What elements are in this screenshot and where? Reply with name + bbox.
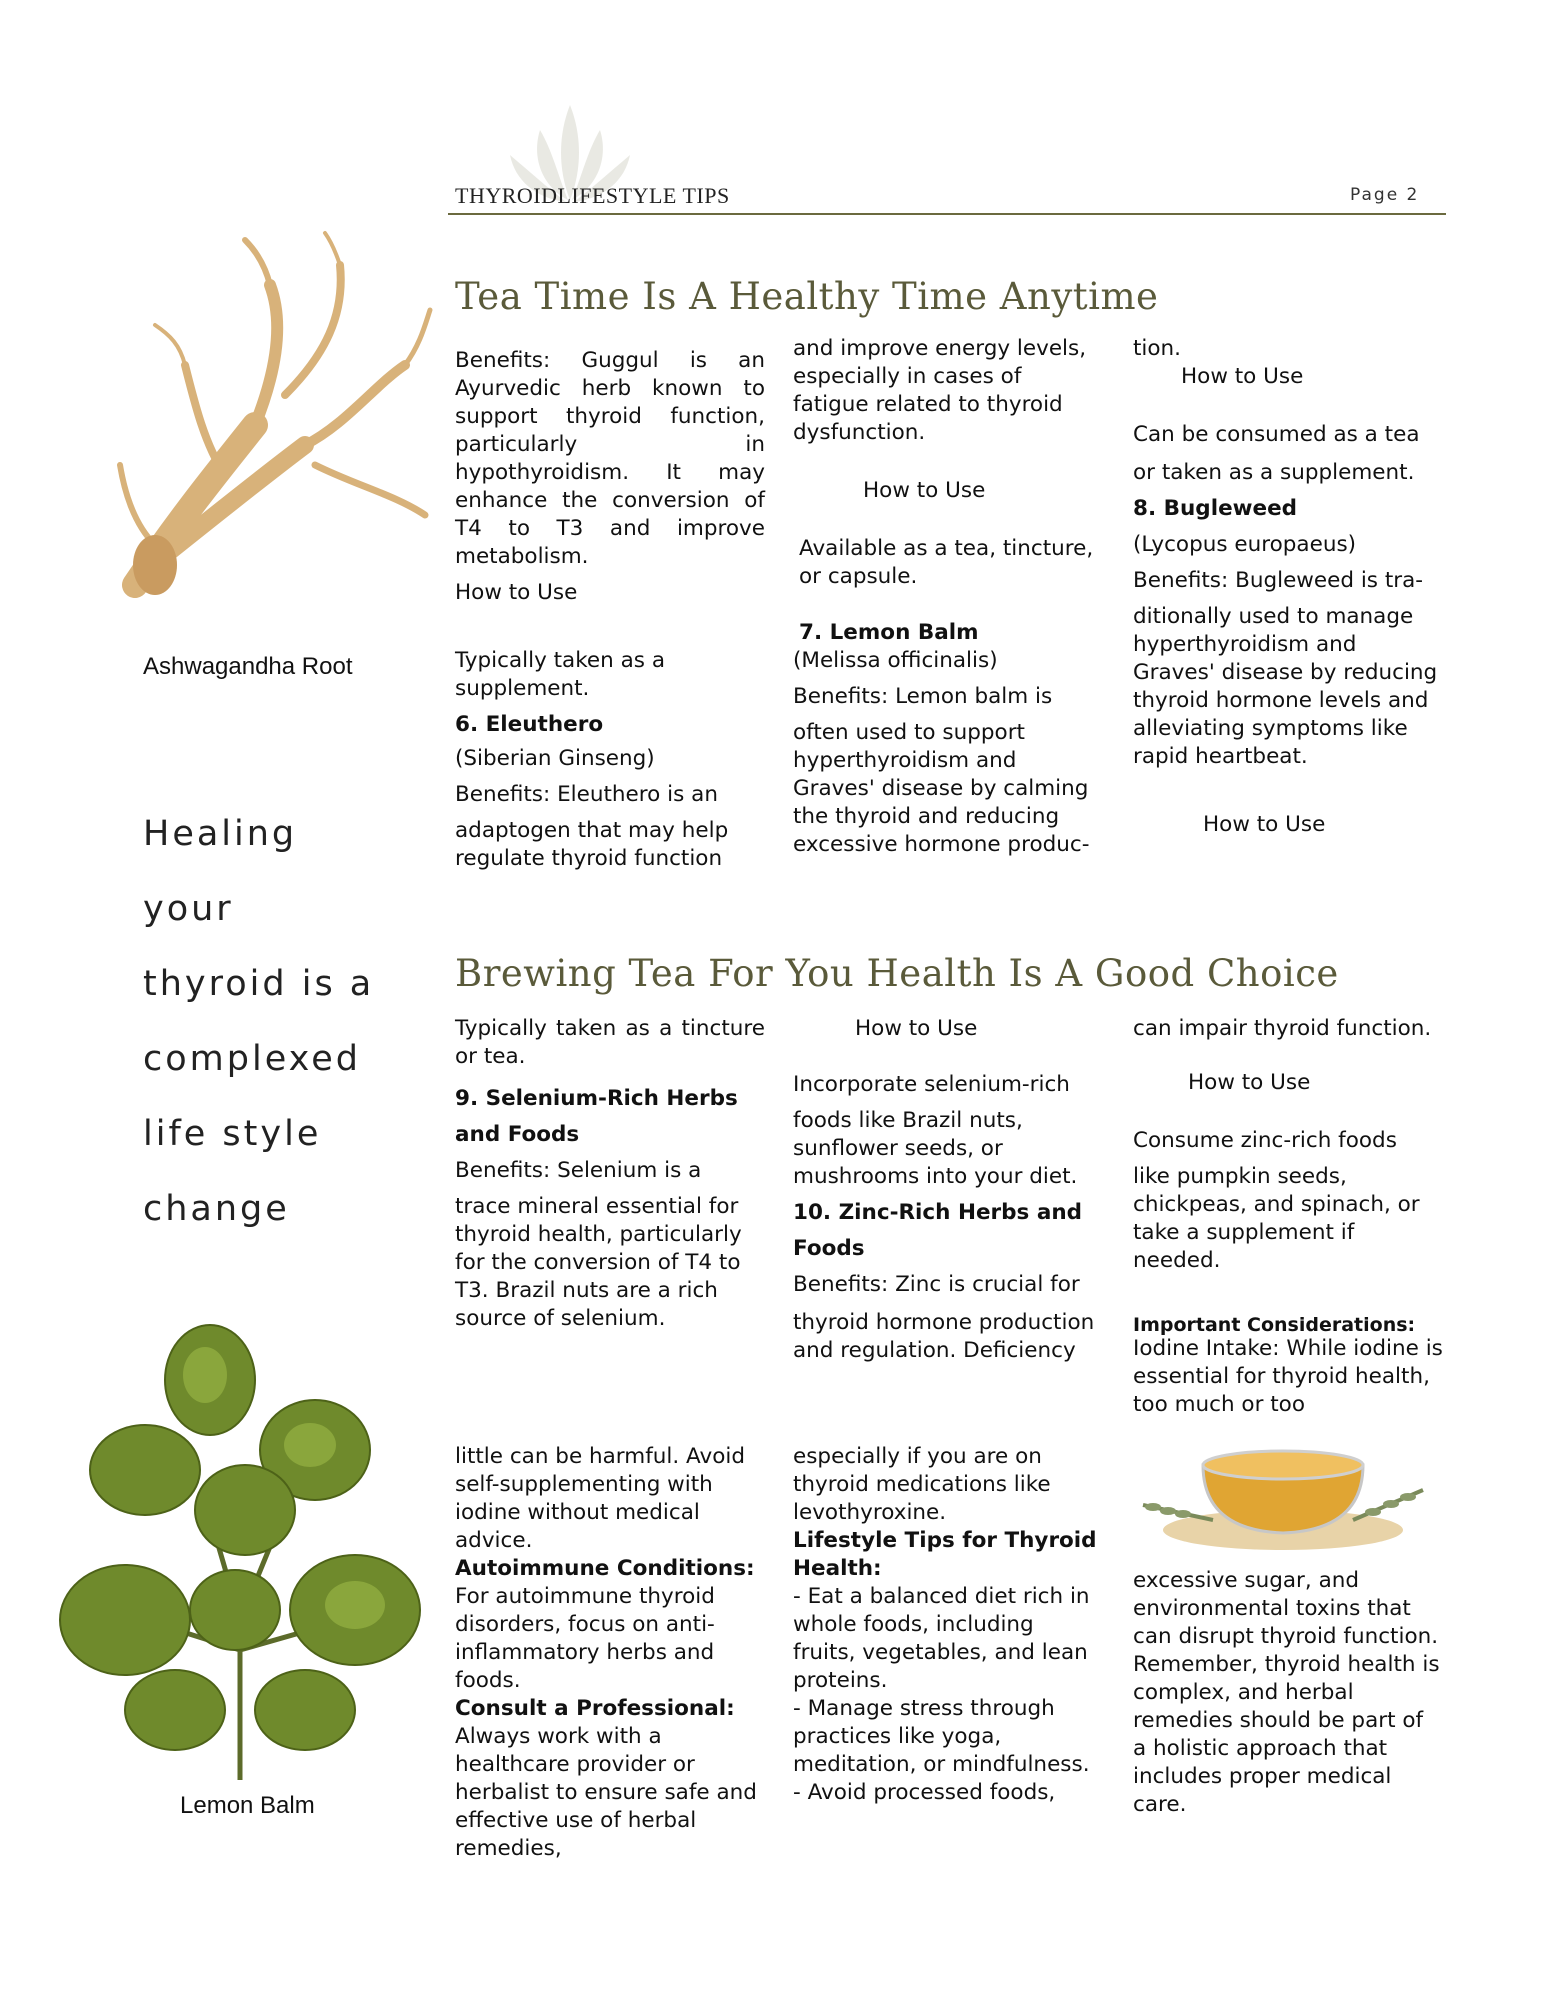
sidebar-quote (143, 797, 393, 1247)
section1-column3 (1133, 335, 1443, 847)
zinc-usage-line2: like pumpkin seeds, chickpeas, and spinach, or take a supplement if needed. (1133, 1164, 1420, 1273)
lifestyle-tips-title: Lifestyle Tips for Thyroid Health: (793, 1528, 1097, 1581)
header-divider (448, 213, 1446, 215)
section2-heading: Brewing Tea For You Health Is A Good Choice (455, 952, 1339, 995)
section3-column3 (1133, 1567, 1443, 1819)
item9-benefit-line2: trace mineral essential for thyroid health, particularly for the conversion of T4 to T3. Brazil nuts are a rich source of selenium. (455, 1194, 742, 1331)
toxins-conclusion-text: excessive sugar, and environmental toxins that can disrupt thyroid function. Remember, thyroid health is complex, and herbal remedies should be part of a holistic approach that includes proper medical care. (1133, 1568, 1440, 1817)
how-to-use-label: How to Use (855, 1016, 978, 1041)
item9-benefit-line1: Benefits: Selenium is a (455, 1158, 702, 1183)
section3-column2 (793, 1443, 1103, 1807)
consult-text: Always work with a healthcare provider or herbalist to ensure safe and effective use of herbal remedies, (455, 1724, 757, 1861)
quote-line: thyroid is a (143, 964, 375, 1004)
item6-benefit-line2: adaptogen that may help regulate thyroid function (455, 818, 729, 871)
item7-latin: (Melissa officinalis) (793, 648, 998, 673)
how-to-use-label: How to Use (1181, 364, 1304, 389)
quote-line: change (143, 1189, 290, 1229)
item7-benefit-line1: Benefits: Lemon balm is (793, 684, 1053, 709)
lemon-balm-continued: tion. (1133, 336, 1182, 361)
section2-column3 (1133, 1015, 1443, 1427)
quote-line: Healing (143, 814, 298, 854)
iodine-continued: little can be harmful. Avoid self-supplementing with iodine without medical advice. (455, 1444, 745, 1553)
item10-benefit-line1: Benefits: Zinc is crucial for (793, 1272, 1080, 1297)
section2-column2 (793, 1015, 1103, 1373)
guggul-benefits: Benefits: Guggul is an Ayurvedic herb known to support thyroid function, particularly in hypothyroidism. It may enhance the conversion of T4 to T3 and improve metabolism. (455, 348, 765, 569)
lifestyle-tip: - Eat a balanced diet rich in whole foods, including fruits, vegetables, and lean proteins. (793, 1584, 1090, 1693)
item9-title-line1: 9. Selenium-Rich Herbs (455, 1086, 738, 1111)
item7-title: 7. Lemon Balm (799, 620, 979, 645)
item9-title-line2: and Foods (455, 1122, 580, 1147)
ashwagandha-root-image (95, 225, 435, 615)
section3-column1 (455, 1443, 765, 1863)
bugleweed-usage: Typically taken as a tincture or tea. (455, 1016, 765, 1069)
item6-title: 6. Eleuthero (455, 712, 604, 737)
guggul-usage: Typically taken as a supplement. (455, 648, 665, 701)
medications-continued: especially if you are on thyroid medications like levothyroxine. (793, 1444, 1051, 1525)
eleuthero-continued: and improve energy levels, especially in cases of fatigue related to thyroid dysfunction. (793, 336, 1087, 445)
section1-column1 (455, 347, 765, 881)
lemon-balm-usage-line2: or taken as a supplement. (1133, 460, 1415, 485)
herbal-tea-cup-image (1133, 1435, 1433, 1555)
lemon-balm-usage-line1: Can be consumed as a tea (1133, 422, 1420, 447)
how-to-use-label: How to Use (863, 478, 986, 503)
item6-benefit-line1: Benefits: Eleuthero is an (455, 782, 718, 807)
iodine-intake-text: Iodine Intake: While iodine is essential for thyroid health, too much or too (1133, 1336, 1443, 1417)
item10-title-line2: Foods (793, 1236, 865, 1261)
consult-title: Consult a Professional: (455, 1696, 735, 1721)
item6-latin: (Siberian Ginseng) (455, 746, 655, 771)
lifestyle-tip: - Manage stress through practices like yoga, meditation, or mindfulness. (793, 1696, 1090, 1777)
ashwagandha-caption: Ashwagandha Root (143, 653, 353, 680)
quote-line: life style (143, 1114, 322, 1154)
item8-latin: (Lycopus europaeus) (1133, 532, 1357, 557)
zinc-continued: can impair thyroid function. (1133, 1016, 1432, 1041)
item7-benefit-line2: often used to support hyperthyroidism and Graves' disease by calming the thyroid and reducing excessive hormone produc- (793, 720, 1090, 857)
important-considerations-title: Important Considerations: (1133, 1314, 1416, 1336)
lemon-balm-image (55, 1320, 425, 1790)
page-number: Page 2 (1350, 185, 1420, 205)
item10-title-line1: 10. Zinc-Rich Herbs and (793, 1200, 1083, 1225)
header-title: THYROIDLIFESTYLE TIPS (455, 183, 730, 208)
item10-benefit-line2: thyroid hormone production and regulation. Deficiency (793, 1310, 1095, 1363)
selenium-usage-line2: foods like Brazil nuts, sunflower seeds, or mushrooms into your diet. (793, 1108, 1078, 1189)
autoimmune-text: For autoimmune thyroid disorders, focus on anti-inflammatory herbs and foods. (455, 1584, 715, 1693)
lifestyle-tip: - Avoid processed foods, (793, 1780, 1056, 1805)
eleuthero-usage: Available as a tea, tincture, or capsule. (799, 536, 1094, 589)
selenium-usage-line1: Incorporate selenium-rich (793, 1072, 1070, 1097)
how-to-use-label: How to Use (455, 580, 578, 605)
item8-benefit-line1: Benefits: Bugleweed is tra- (1133, 568, 1424, 593)
quote-line: your (143, 889, 234, 929)
section1-column2 (793, 335, 1103, 867)
autoimmune-title: Autoimmune Conditions: (455, 1556, 755, 1581)
section1-heading: Tea Time Is A Healthy Time Anytime (455, 275, 1159, 318)
item8-title: 8. Bugleweed (1133, 496, 1298, 521)
lemon-balm-caption: Lemon Balm (180, 1792, 315, 1819)
zinc-usage-line1: Consume zinc-rich foods (1133, 1128, 1397, 1153)
how-to-use-label: How to Use (1188, 1070, 1311, 1095)
section2-column1 (455, 1015, 765, 1341)
how-to-use-label: How to Use (1203, 812, 1326, 837)
quote-line: complexed (143, 1039, 361, 1079)
item8-benefit-line2: ditionally used to manage hyperthyroidism and Graves' disease by reducing thyroid hormone levels and alleviating symptoms like rapid heartbeat. (1133, 604, 1438, 769)
